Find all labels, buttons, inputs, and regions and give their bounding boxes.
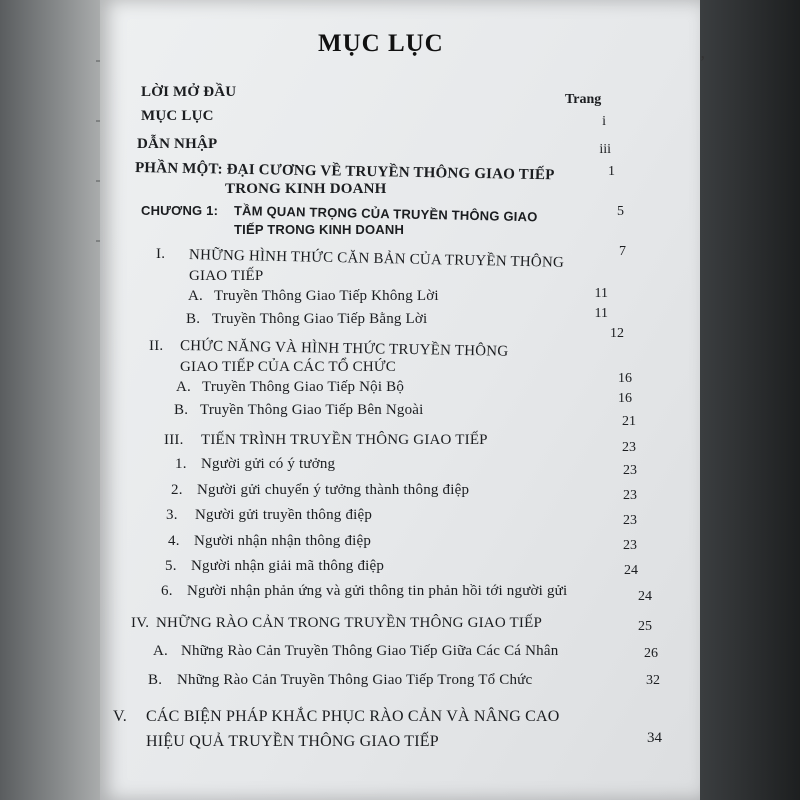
section-3-5-label: Người nhận giải mã thông điệp	[191, 558, 385, 574]
section-4-page: 25	[638, 619, 652, 634]
section-1a-page: 11	[594, 286, 608, 301]
section-2b-page: 16	[618, 391, 632, 406]
trang-label: Trang	[565, 92, 602, 107]
section-3-1-label: Người gửi có ý tưởng	[201, 456, 336, 472]
part-one-line1: PHẦN MỘT: ĐẠI CƯƠNG VỀ TRUYỀN THÔNG GIAO TIẾP	[134, 160, 555, 184]
section-1a-num: A.	[188, 288, 203, 304]
section-2a-num: A.	[176, 379, 191, 395]
page-title: MỤC LỤC	[318, 30, 444, 57]
section-2-page: 12	[610, 326, 624, 341]
section-3-1-page: 23	[623, 463, 637, 478]
section-4-title: NHỮNG RÀO CẢN TRONG TRUYỀN THÔNG GIAO TIẾP	[156, 615, 543, 631]
section-2b-num: B.	[174, 402, 189, 418]
section-2-after-page: 21	[622, 414, 636, 429]
section-1-page: 7	[619, 244, 626, 259]
section-3-3-label: Người gửi truyền thông điệp	[195, 507, 373, 523]
section-4b-page: 32	[646, 673, 660, 688]
section-2-num: II.	[149, 338, 164, 354]
section-3-4-label: Người nhận nhận thông điệp	[194, 533, 372, 549]
toc-entry-muc-luc: MỤC LỤC	[141, 108, 214, 124]
section-4a-label: Những Rào Cản Truyền Thông Giao Tiếp Giữa Các Cá Nhân	[181, 643, 559, 659]
section-3-6-label: Người nhận phản ứng và gửi thông tin phản hồi tới người gửi	[187, 583, 568, 599]
section-3-6-num: 6.	[161, 583, 173, 599]
section-5-line1: CÁC BIỆN PHÁP KHẮC PHỤC RÀO CẢN VÀ NÂNG CAO	[146, 708, 560, 725]
section-3-3-page: 23	[623, 513, 637, 528]
section-3-4-page: 23	[623, 538, 637, 553]
section-5-num: V.	[113, 708, 127, 725]
section-1-line1: NHỮNG HÌNH THỨC CĂN BẢN CỦA TRUYỀN THÔNG	[188, 247, 565, 271]
section-2-line1: CHỨC NĂNG VÀ HÌNH THỨC TRUYỀN THÔNG	[179, 338, 509, 360]
section-5-line2: HIỆU QUẢ TRUYỀN THÔNG GIAO TIẾP	[146, 733, 439, 750]
section-5-page: 34	[647, 730, 662, 746]
section-2a-page: 16	[618, 371, 632, 386]
section-4b-label: Những Rào Cản Truyền Thông Giao Tiếp Trong Tổ Chức	[177, 672, 533, 688]
section-3-5-num: 5.	[165, 558, 177, 574]
toc-page-dan-nhap: iii	[599, 142, 611, 157]
part-one-page: 1	[608, 164, 615, 179]
section-3-3-num: 3.	[166, 507, 178, 523]
section-1b-page: 11	[594, 306, 608, 321]
section-3-5-page: 24	[624, 563, 638, 578]
section-3-num: III.	[164, 432, 184, 448]
toc-page-muc-luc: i	[602, 114, 606, 129]
section-2a-label: Truyền Thông Giao Tiếp Nội Bộ	[202, 379, 405, 395]
toc-entry-loi-mo-dau: LỜI MỞ ĐẦU	[141, 84, 237, 100]
section-3-page: 23	[622, 440, 636, 455]
section-1b-num: B.	[186, 311, 201, 327]
section-4a-num: A.	[153, 643, 168, 659]
section-3-1-num: 1.	[175, 456, 187, 472]
section-4a-page: 26	[644, 646, 658, 661]
section-1-line2: GIAO TIẾP	[189, 268, 264, 284]
part-one-line2: TRONG KINH DOANH	[225, 181, 387, 197]
section-3-4-num: 4.	[168, 533, 180, 549]
section-3-6-page: 24	[638, 589, 652, 604]
page-mark: ,	[700, 42, 705, 62]
section-3-2-label: Người gửi chuyển ý tưởng thành thông điệp	[197, 482, 470, 498]
section-3-2-num: 2.	[171, 482, 183, 498]
chapter-label: CHƯƠNG 1:	[141, 203, 219, 218]
toc-entry-dan-nhap: DẪN NHẬP	[137, 136, 218, 152]
section-2-line2: GIAO TIẾP CỦA CÁC TỔ CHỨC	[180, 359, 396, 375]
section-3-2-page: 23	[623, 488, 637, 503]
section-4-num: IV.	[131, 615, 150, 631]
chapter1-title-line2: TIẾP TRONG KINH DOANH	[234, 222, 405, 237]
section-1a-label: Truyền Thông Giao Tiếp Không Lời	[214, 288, 439, 304]
section-1b-label: Truyền Thông Giao Tiếp Bằng Lời	[212, 311, 428, 327]
section-2b-label: Truyền Thông Giao Tiếp Bên Ngoài	[200, 402, 424, 418]
section-4b-num: B.	[148, 672, 163, 688]
section-1-num: I.	[156, 246, 166, 262]
section-3-title: TIẾN TRÌNH TRUYỀN THÔNG GIAO TIẾP	[201, 432, 488, 448]
chapter1-title-line1: TẦM QUAN TRỌNG CỦA TRUYỀN THÔNG GIAO	[233, 203, 538, 225]
chapter1-page: 5	[617, 204, 624, 219]
background-right	[700, 0, 800, 800]
